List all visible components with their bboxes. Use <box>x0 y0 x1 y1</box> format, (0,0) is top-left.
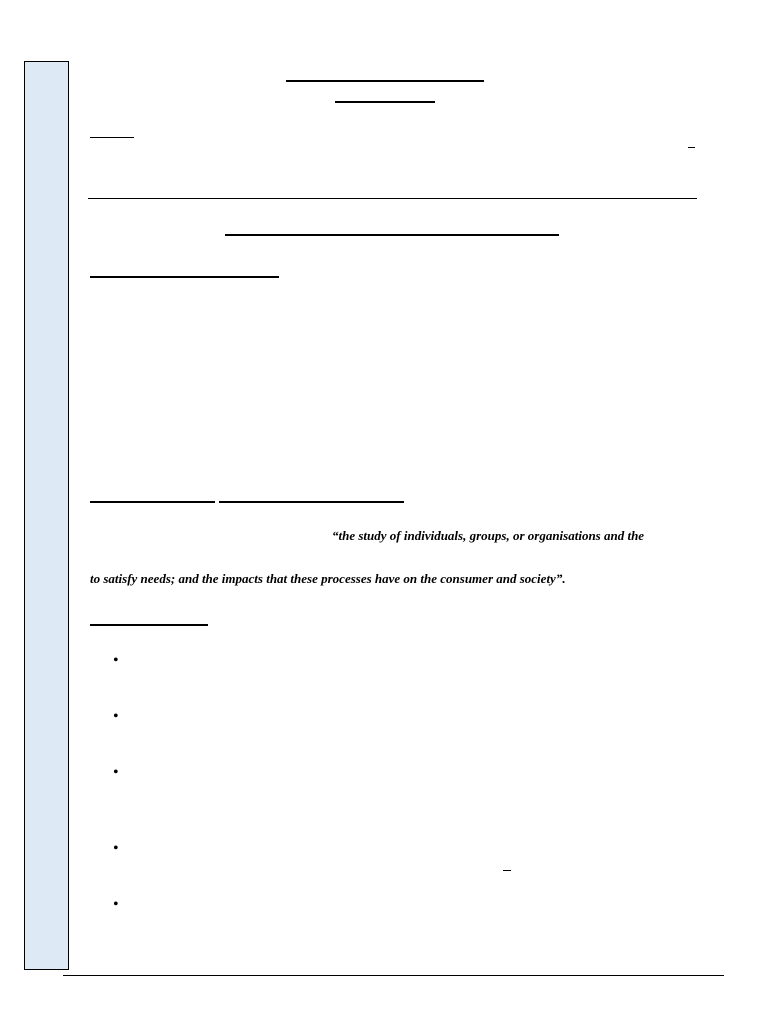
definition-quote-line-1: “the study of individuals, groups, or organisations and the <box>332 528 645 543</box>
list-bullet: • <box>113 840 119 857</box>
footer-rule <box>63 975 724 976</box>
list-bullet: • <box>113 652 119 669</box>
list-bullet: • <box>113 708 119 725</box>
list-bullet: • <box>113 896 119 913</box>
margin-bar <box>24 61 69 970</box>
end-mark <box>688 147 695 148</box>
title-underline <box>286 80 484 82</box>
definition-heading-underline-2 <box>219 501 404 503</box>
list-heading-underline <box>90 624 208 626</box>
section-heading-underline <box>225 234 559 236</box>
subheading-underline <box>90 276 279 278</box>
list-bullet: • <box>113 764 119 781</box>
section-divider <box>88 198 697 199</box>
subtitle-underline <box>335 101 435 103</box>
label-underline <box>90 137 134 138</box>
definition-quote-line-2: to satisfy needs; and the impacts that these processes have on the consumer and society”. <box>90 571 566 586</box>
inline-mark <box>503 870 511 871</box>
definition-heading-underline-1 <box>90 501 215 503</box>
